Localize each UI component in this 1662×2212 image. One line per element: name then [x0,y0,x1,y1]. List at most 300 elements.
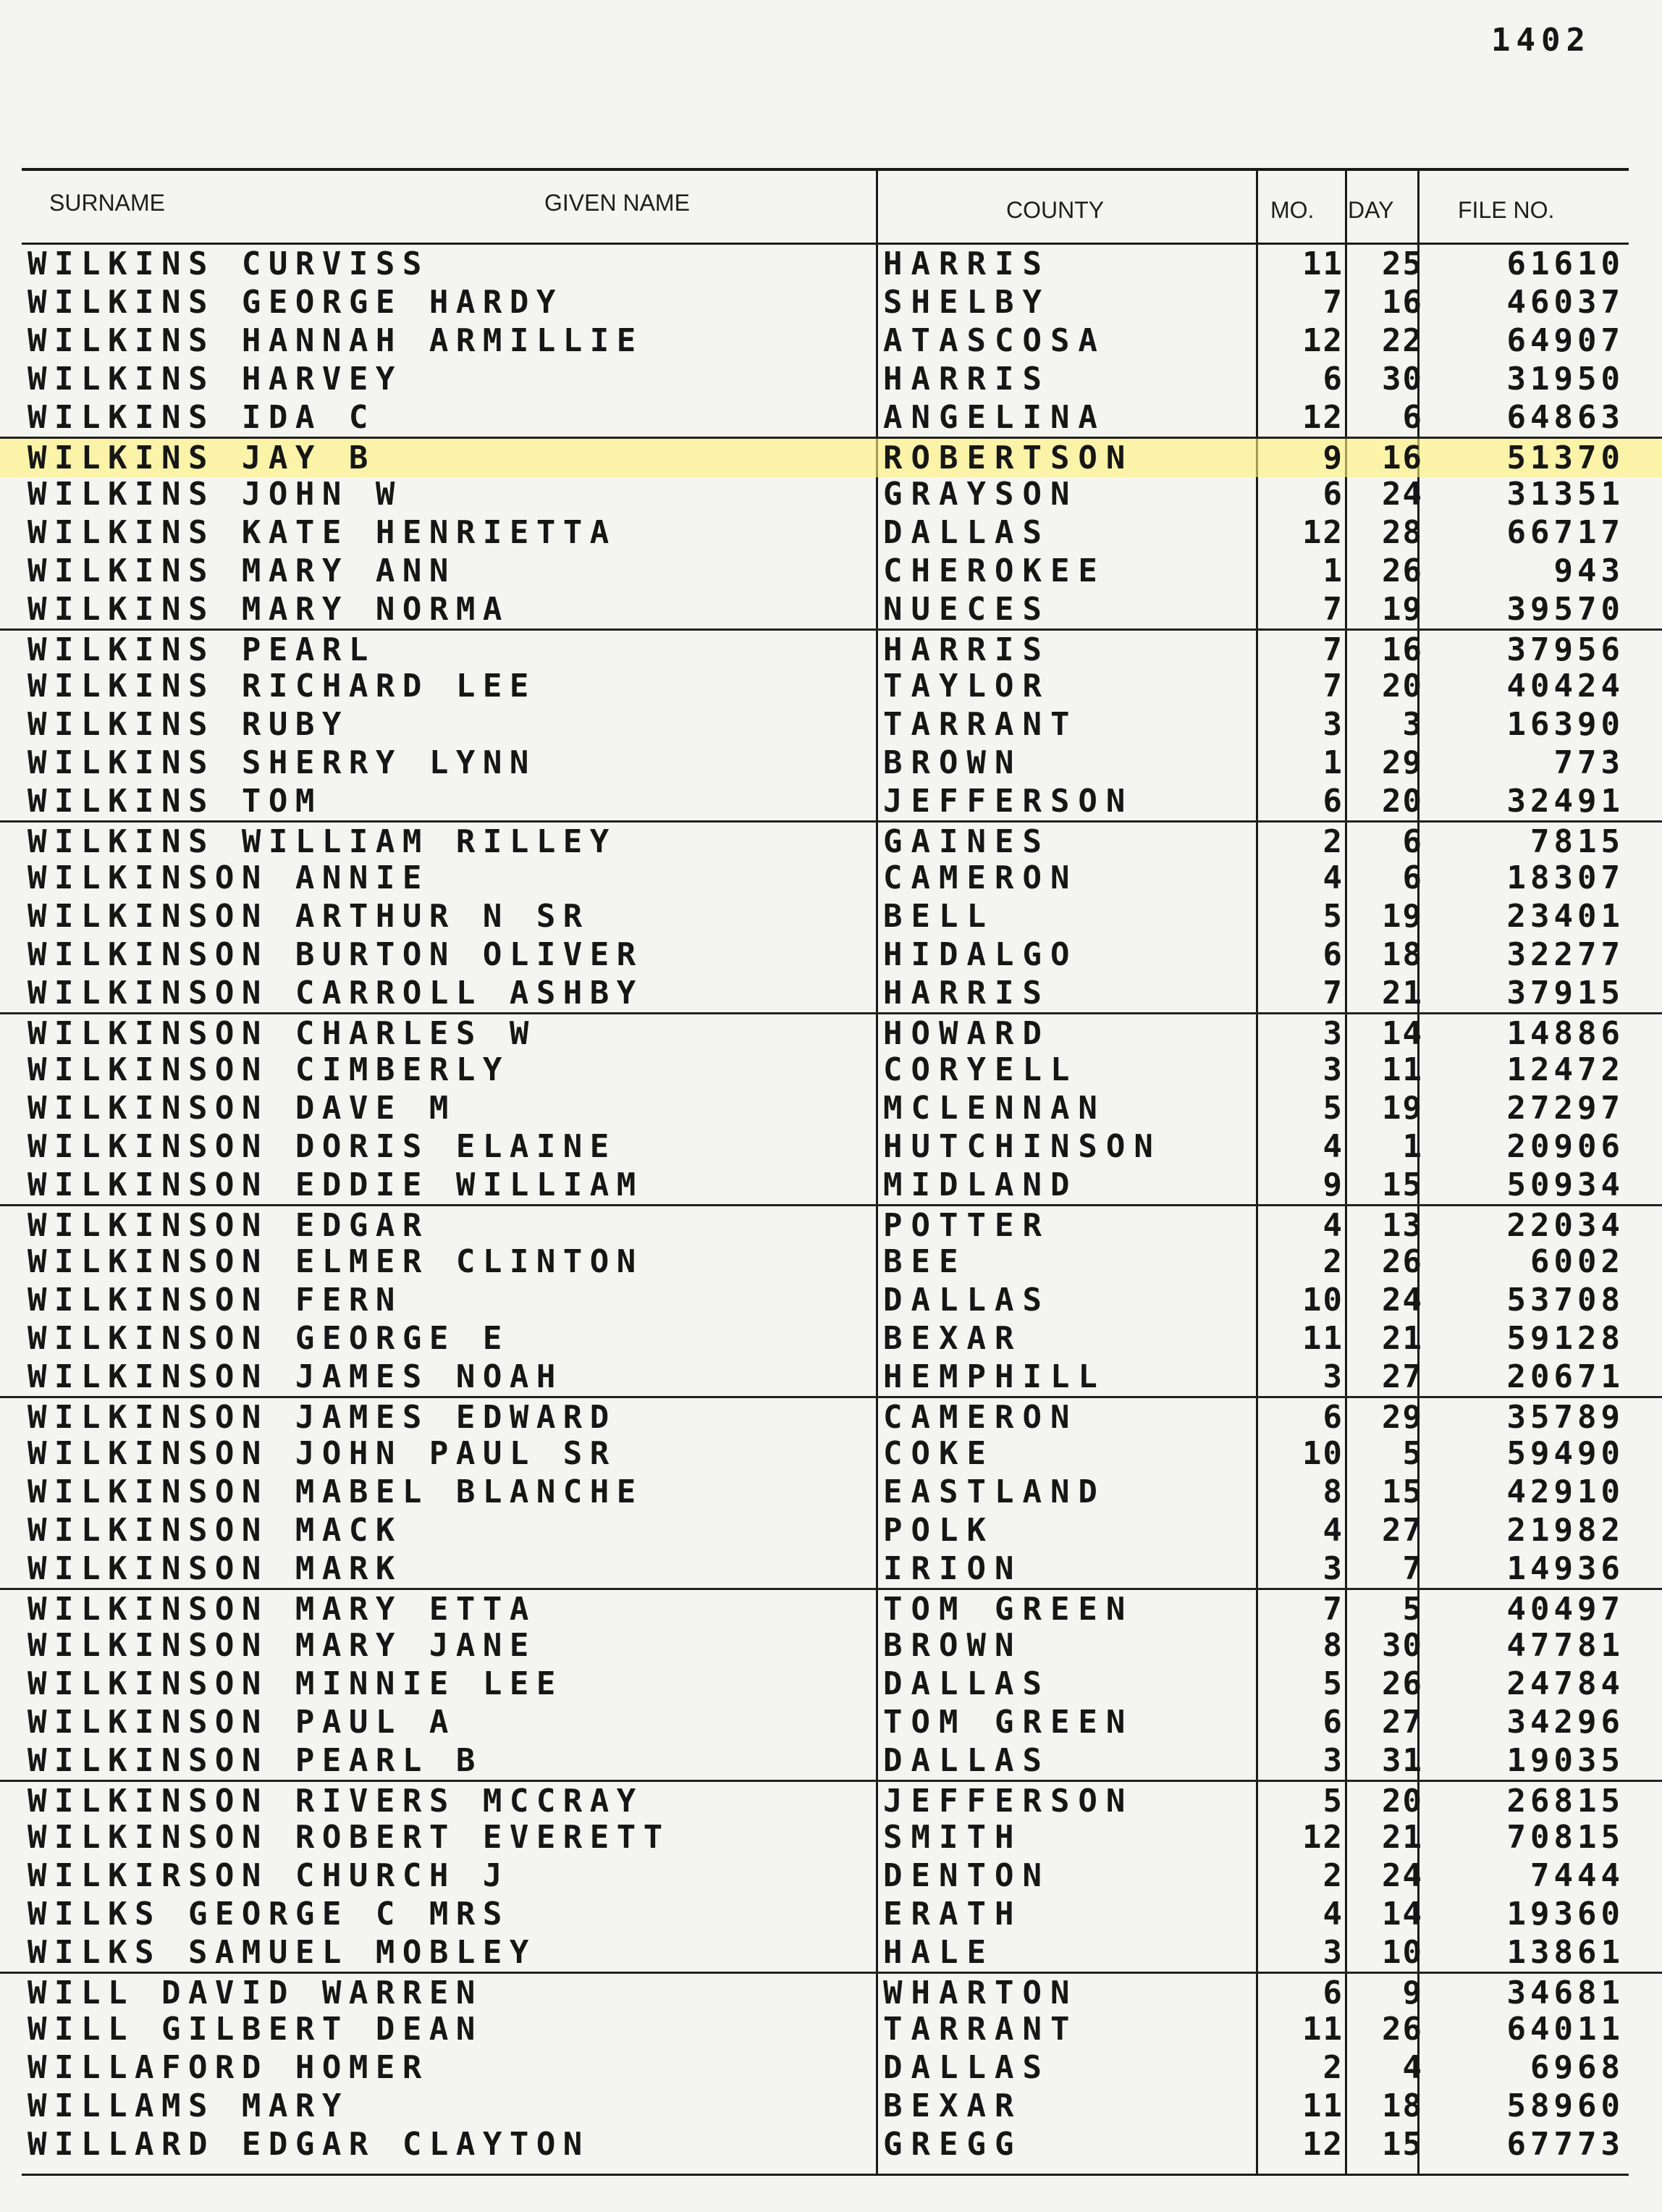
county-cell: GAINES [883,823,1050,860]
county-cell: TARRANT [883,2011,1079,2048]
county-cell: WHARTON [883,1975,1079,2011]
month-cell: 12 [1302,514,1343,551]
county-cell: CAMERON [883,859,1079,896]
table-row [0,1051,1662,1089]
mo-header: MO. [1270,197,1315,223]
name-cell: WILKINSON CARROLL ASHBY [28,975,644,1012]
file-number-cell: 23401 [1506,898,1624,935]
name-cell: WILKINS KATE HENRIETTA [28,514,617,551]
day-cell: 5 [1402,1591,1423,1628]
month-cell: 3 [1323,1550,1343,1587]
day-cell: 24 [1382,1282,1423,1319]
table-row [0,1281,1662,1319]
day-cell: 11 [1382,1051,1423,1088]
file-number-cell: 64907 [1506,322,1624,359]
county-cell: ERATH [883,1896,1023,1933]
day-cell: 10 [1382,1934,1423,1971]
file-number-cell: 6002 [1530,1243,1624,1280]
county-cell: DALLAS [883,1665,1050,1702]
table-row [0,1012,1662,1053]
table-row [0,398,1662,437]
name-cell: WILKINS JOHN W [28,476,402,513]
day-cell: 20 [1382,668,1423,705]
table-row [0,935,1662,974]
day-cell: 7 [1402,1550,1423,1587]
name-cell: WILKINSON ROBERT EVERETT [28,1819,670,1856]
name-cell: WILKINSON MABEL BLANCHE [28,1473,644,1510]
day-cell: 6 [1402,399,1423,436]
day-cell: 20 [1382,783,1423,820]
county-cell: CAMERON [883,1399,1079,1436]
county-cell: BEXAR [883,1320,1023,1357]
file-number-cell: 773 [1553,744,1624,781]
month-cell: 6 [1323,1975,1343,2011]
table-row [0,2010,1662,2048]
table-row [0,1933,1662,1972]
county-cell: HARRIS [883,975,1050,1012]
day-cell: 1 [1402,1128,1423,1165]
day-cell: 15 [1382,2126,1423,2163]
county-cell: HARRIS [883,631,1050,668]
table-row [0,1511,1662,1549]
name-cell: WILKINS HANNAH ARMILLIE [28,322,644,359]
table-row [0,1204,1662,1245]
day-cell: 20 [1382,1783,1423,1820]
file-number-cell: 46037 [1506,284,1624,321]
table-row [0,1089,1662,1127]
file-number-cell: 64863 [1506,399,1624,436]
file-number-cell: 32277 [1506,936,1624,973]
county-cell: COKE [883,1435,995,1472]
file-number-cell: 22034 [1506,1207,1624,1244]
file-number-cell: 59490 [1506,1435,1624,1472]
month-cell: 9 [1323,440,1343,476]
month-cell: 4 [1323,1512,1343,1549]
month-cell: 7 [1323,284,1343,321]
county-cell: ANGELINA [883,399,1106,436]
file-number-cell: 66717 [1506,514,1624,551]
day-cell: 4 [1402,2049,1423,2086]
day-cell: 9 [1402,1975,1423,2011]
table-bottom-rule [22,2174,1629,2176]
day-cell: 28 [1382,514,1423,551]
table-row [0,321,1662,360]
table-row [0,1741,1662,1780]
day-cell: 24 [1382,1857,1423,1894]
table-row [0,1818,1662,1856]
name-cell: WILKINSON MARY JANE [28,1627,536,1664]
day-cell: 15 [1382,1473,1423,1510]
name-cell: WILKINSON CHARLES W [28,1015,536,1052]
file-number-cell: 26815 [1506,1783,1624,1820]
table-row [0,1856,1662,1895]
file-number-cell: 58960 [1506,2087,1624,2124]
day-cell: 26 [1382,2011,1423,2048]
file-number-cell: 20906 [1506,1128,1624,1165]
file-number-cell: 47781 [1506,1627,1624,1664]
file-number-cell: 19360 [1506,1896,1624,1933]
name-cell: WILL DAVID WARREN [28,1975,483,2011]
name-cell: WILKINS TOM [28,783,322,820]
month-cell: 6 [1323,476,1343,513]
table-row [0,705,1662,744]
month-cell: 5 [1323,1783,1343,1820]
table-row [0,1473,1662,1511]
name-cell: WILKINSON ARTHUR N SR [28,898,590,935]
month-cell: 11 [1302,1320,1343,1357]
county-cell: BEXAR [883,2087,1023,2124]
month-cell: 11 [1302,2087,1343,2124]
table-row [0,2087,1662,2125]
county-cell: JEFFERSON [883,1783,1134,1820]
file-number-cell: 16390 [1506,706,1624,743]
month-cell: 6 [1323,1399,1343,1436]
surname-header: SURNAME [49,190,166,216]
table-row [0,2125,1662,2163]
file-number-cell: 53708 [1506,1282,1624,1319]
name-cell: WILKINSON GEORGE E [28,1320,510,1357]
name-cell: WILKINSON PAUL A [28,1704,456,1741]
day-cell: 16 [1382,440,1423,476]
county-cell: NUECES [883,591,1050,628]
month-cell: 7 [1323,1591,1343,1628]
file-number-cell: 34681 [1506,1975,1624,2011]
month-cell: 8 [1323,1473,1343,1510]
file-number-cell: 31950 [1506,361,1624,398]
name-cell: WILKINSON DORIS ELAINE [28,1128,617,1165]
name-cell: WILLAMS MARY [28,2087,349,2124]
table-row [0,1703,1662,1741]
name-cell: WILKINSON EDDIE WILLIAM [28,1166,644,1203]
day-cell: 16 [1382,631,1423,668]
name-cell: WILKINSON PEARL B [28,1742,483,1779]
file-number-cell: 37915 [1506,975,1624,1012]
name-cell: WILKINSON EDGAR [28,1207,429,1244]
day-cell: 5 [1402,1435,1423,1472]
file-number-cell: 59128 [1506,1320,1624,1357]
name-cell: WILKINS SHERRY LYNN [28,744,536,781]
county-cell: HEMPHILL [883,1358,1106,1395]
day-cell: 27 [1382,1358,1423,1395]
name-cell: WILKS SAMUEL MOBLEY [28,1934,536,1971]
table-row [0,437,1662,477]
name-cell: WILL GILBERT DEAN [28,2011,483,2048]
file-number-cell: 18307 [1506,859,1624,896]
day-cell: 19 [1382,591,1423,628]
day-cell: 18 [1382,936,1423,973]
county-cell: EASTLAND [883,1473,1106,1510]
month-cell: 9 [1323,1166,1343,1203]
month-cell: 10 [1302,1435,1343,1472]
name-cell: WILKINSON MACK [28,1512,402,1549]
file-number-cell: 51370 [1506,440,1624,476]
name-cell: WILKINS MARY ANN [28,552,456,589]
table-row [0,974,1662,1012]
name-cell: WILKINS RUBY [28,706,349,743]
file-number-cell: 20671 [1506,1358,1624,1395]
table-row [0,744,1662,782]
name-cell: WILKINSON MARK [28,1550,402,1587]
day-cell: 21 [1382,1320,1423,1357]
county-cell: POLK [883,1512,995,1549]
county-cell: POTTER [883,1207,1050,1244]
table-row [0,552,1662,590]
county-cell: ROBERTSON [883,440,1134,476]
month-cell: 2 [1323,823,1343,860]
county-cell: HARRIS [883,245,1050,282]
month-cell: 1 [1323,552,1343,589]
file-number-cell: 32491 [1506,783,1624,820]
day-cell: 24 [1382,476,1423,513]
given-name-header: GIVEN NAME [544,190,690,216]
table-row [0,245,1662,283]
file-number-cell: 14936 [1506,1550,1624,1587]
month-cell: 3 [1323,706,1343,743]
table-top-rule [22,168,1629,171]
month-cell: 10 [1302,1282,1343,1319]
month-cell: 5 [1323,1665,1343,1702]
name-cell: WILLARD EDGAR CLAYTON [28,2126,590,2163]
name-cell: WILKINS RICHARD LEE [28,668,536,705]
file-number-cell: 67773 [1506,2126,1624,2163]
county-cell: DENTON [883,1857,1050,1894]
name-cell: WILKINSON MARY ETTA [28,1591,536,1628]
county-cell: SMITH [883,1819,1023,1856]
month-cell: 7 [1323,975,1343,1012]
day-cell: 30 [1382,361,1423,398]
file-number-cell: 7815 [1530,823,1624,860]
day-cell: 14 [1382,1896,1423,1933]
file-number-cell: 61610 [1506,245,1624,282]
day-cell: 21 [1382,975,1423,1012]
name-cell: WILLAFORD HOMER [28,2049,429,2086]
county-cell: HIDALGO [883,936,1079,973]
month-cell: 4 [1323,1207,1343,1244]
name-cell: WILKINS PEARL [28,631,376,668]
day-cell: 3 [1402,706,1423,743]
name-cell: WILKINSON BURTON OLIVER [28,936,644,973]
county-cell: TAYLOR [883,668,1050,705]
file-number-cell: 943 [1553,552,1624,589]
county-cell: TARRANT [883,706,1079,743]
county-cell: HARRIS [883,361,1050,398]
file-number-cell: 12472 [1506,1051,1624,1088]
month-cell: 7 [1323,631,1343,668]
day-cell: 31 [1382,1742,1423,1779]
day-cell: 19 [1382,898,1423,935]
file-number-cell: 40497 [1506,1591,1624,1628]
table-row [0,628,1662,669]
file-number-cell: 50934 [1506,1166,1624,1203]
month-cell: 2 [1323,1857,1343,1894]
file-number-cell: 37956 [1506,631,1624,668]
month-cell: 2 [1323,1243,1343,1280]
month-cell: 8 [1323,1627,1343,1664]
name-cell: WILKINSON ANNIE [28,859,429,896]
name-cell: WILKINS HARVEY [28,361,402,398]
county-cell: HUTCHINSON [883,1128,1162,1165]
month-cell: 11 [1302,245,1343,282]
file-number-cell: 13861 [1506,1934,1624,1971]
day-cell: 15 [1382,1166,1423,1203]
file-number-cell: 24784 [1506,1665,1624,1702]
day-cell: 30 [1382,1627,1423,1664]
day-cell: 27 [1382,1704,1423,1741]
county-header: COUNTY [1006,197,1105,223]
file-number-cell: 27297 [1506,1090,1624,1127]
day-cell: 6 [1402,823,1423,860]
day-header: DAY [1348,197,1394,223]
table-row [0,1242,1662,1281]
file-number-cell: 39570 [1506,591,1624,628]
county-cell: JEFFERSON [883,783,1134,820]
county-cell: DALLAS [883,1282,1050,1319]
county-cell: MIDLAND [883,1166,1079,1203]
name-cell: WILKINSON FERN [28,1282,402,1319]
table-row [0,782,1662,820]
file-number-cell: 34296 [1506,1704,1624,1741]
table-row [0,1434,1662,1473]
file-number-cell: 40424 [1506,668,1624,705]
month-cell: 5 [1323,1090,1343,1127]
table-row [0,590,1662,628]
day-cell: 14 [1382,1015,1423,1052]
day-cell: 29 [1382,1399,1423,1436]
table-row [0,475,1662,513]
month-cell: 12 [1302,322,1343,359]
name-cell: WILKINS WILLIAM RILLEY [28,823,617,860]
file-number-cell: 70815 [1506,1819,1624,1856]
county-cell: BROWN [883,744,1023,781]
month-cell: 12 [1302,1819,1343,1856]
day-cell: 16 [1382,284,1423,321]
table-row [0,1127,1662,1166]
name-cell: WILKINSON ELMER CLINTON [28,1243,644,1280]
table-row [0,1166,1662,1204]
file-number-cell: 64011 [1506,2011,1624,2048]
table-row [0,513,1662,552]
day-cell: 22 [1382,322,1423,359]
name-cell: WILKIRSON CHURCH J [28,1857,510,1894]
day-cell: 25 [1382,245,1423,282]
table-row [0,1549,1662,1588]
day-cell: 26 [1382,552,1423,589]
county-cell: BROWN [883,1627,1023,1664]
name-cell: WILKINSON JAMES NOAH [28,1358,563,1395]
table-row [0,1358,1662,1396]
file-number-cell: 19035 [1506,1742,1624,1779]
month-cell: 3 [1323,1358,1343,1395]
county-cell: TOM GREEN [883,1591,1134,1628]
name-cell: WILKINSON JOHN PAUL SR [28,1435,617,1472]
file-no-header: FILE NO. [1458,197,1555,223]
month-cell: 4 [1323,859,1343,896]
county-cell: IRION [883,1550,1023,1587]
day-cell: 26 [1382,1665,1423,1702]
month-cell: 1 [1323,744,1343,781]
table-row [0,859,1662,897]
month-cell: 3 [1323,1742,1343,1779]
day-cell: 27 [1382,1512,1423,1549]
day-cell: 26 [1382,1243,1423,1280]
month-cell: 7 [1323,668,1343,705]
table-row [0,1895,1662,1933]
file-number-cell: 7444 [1530,1857,1624,1894]
county-cell: HOWARD [883,1015,1050,1052]
county-cell: GREGG [883,2126,1023,2163]
month-cell: 2 [1323,2049,1343,2086]
table-row [0,283,1662,321]
table-row [0,2048,1662,2087]
county-cell: DALLAS [883,1742,1050,1779]
county-cell: CORYELL [883,1051,1079,1088]
day-cell: 19 [1382,1090,1423,1127]
month-cell: 7 [1323,591,1343,628]
table-row [0,1665,1662,1703]
month-cell: 6 [1323,783,1343,820]
county-cell: TOM GREEN [883,1704,1134,1741]
table-row [0,360,1662,398]
file-number-cell: 14886 [1506,1015,1624,1052]
table-row [0,1319,1662,1358]
name-cell: WILKS GEORGE C MRS [28,1896,510,1933]
county-cell: HALE [883,1934,995,1971]
county-cell: CHEROKEE [883,552,1106,589]
table-row [0,897,1662,935]
month-cell: 5 [1323,898,1343,935]
name-cell: WILKINS GEORGE HARDY [28,284,563,321]
name-cell: WILKINS IDA C [28,399,376,436]
name-cell: WILKINS MARY NORMA [28,591,510,628]
month-cell: 12 [1302,2126,1343,2163]
name-cell: WILKINS CURVISS [28,245,429,282]
file-number-cell: 31351 [1506,476,1624,513]
county-cell: GRAYSON [883,476,1079,513]
month-cell: 4 [1323,1128,1343,1165]
day-cell: 18 [1382,2087,1423,2124]
file-number-cell: 35789 [1506,1399,1624,1436]
file-number-cell: 6968 [1530,2049,1624,2086]
name-cell: WILKINSON JAMES EDWARD [28,1399,617,1436]
month-cell: 6 [1323,936,1343,973]
county-cell: DALLAS [883,2049,1050,2086]
county-cell: DALLAS [883,514,1050,551]
county-cell: SHELBY [883,284,1050,321]
month-cell: 12 [1302,399,1343,436]
file-number-cell: 42910 [1506,1473,1624,1510]
table-row [0,820,1662,861]
table-row [0,1588,1662,1628]
month-cell: 6 [1323,361,1343,398]
table-row [0,667,1662,705]
file-number-cell: 21982 [1506,1512,1624,1549]
county-cell: BELL [883,898,995,935]
name-cell: WILKINSON CIMBERLY [28,1051,510,1088]
table-row [0,1396,1662,1437]
name-cell: WILKINSON MINNIE LEE [28,1665,563,1702]
name-cell: WILKINSON DAVE M [28,1090,456,1127]
day-cell: 29 [1382,744,1423,781]
name-cell: WILKINSON RIVERS MCCRAY [28,1783,644,1820]
month-cell: 6 [1323,1704,1343,1741]
county-cell: MCLENNAN [883,1090,1106,1127]
day-cell: 6 [1402,859,1423,896]
day-cell: 21 [1382,1819,1423,1856]
page-number: 1402 [1491,22,1591,59]
month-cell: 3 [1323,1934,1343,1971]
name-cell: WILKINS JAY B [28,440,376,476]
table-row [0,1972,1662,2012]
